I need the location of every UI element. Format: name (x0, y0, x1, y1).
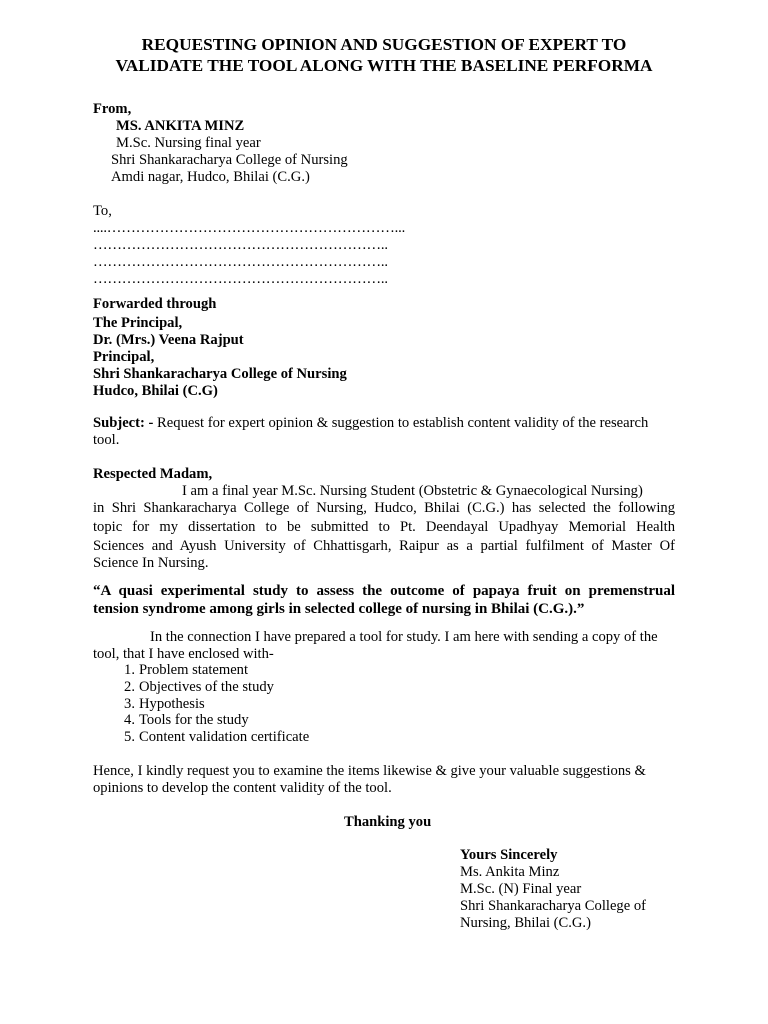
body2-line2: tool, that I have enclosed with- (93, 646, 274, 662)
sender-college: Shri Shankaracharya College of Nursing (111, 152, 348, 168)
salutation: Respected Madam, (93, 466, 213, 482)
list-item-text: Hypothesis (139, 696, 205, 712)
list-item-number: 3. (124, 696, 135, 712)
forwarded-label: Forwarded through (93, 296, 217, 312)
closing-line1: Hence, I kindly request you to examine the items likewise & give your valuable suggestions & (93, 763, 646, 779)
forwarded-designation: Principal, (93, 349, 155, 365)
recipient-blank-line-4: …………………………………………………….. (93, 271, 388, 287)
signatory-name: Ms. Ankita Minz (460, 864, 560, 880)
body1-line2: in Shri Shankaracharya College of Nursing, Hudco, Bhilai (C.G.) has selected the following (93, 500, 675, 516)
recipient-blank-line-2: …………………………………………………….. (93, 237, 388, 253)
closing-line2: opinions to develop the content validity of the tool. (93, 780, 392, 796)
list-item-number: 4. (124, 712, 135, 728)
sender-name: MS. ANKITA MINZ (116, 118, 245, 134)
recipient-blank-line-3: …………………………………………………….. (93, 254, 388, 270)
list-item-text: Problem statement (139, 662, 249, 678)
body1-line3: topic for my dissertation to be submitted to Pt. Deendayal Upadhyay Memorial Health (93, 519, 675, 535)
yours-sincerely: Yours Sincerely (460, 847, 558, 863)
body1-line1: I am a final year M.Sc. Nursing Student (Obstetric & Gynaecological Nursing) (182, 483, 643, 499)
sender-course: M.Sc. Nursing final year (116, 135, 261, 151)
list-item-number: 2. (124, 679, 135, 695)
subject-line (93, 415, 648, 432)
subject-label: Subject: - (93, 415, 154, 431)
list-item-text: Content validation certificate (139, 729, 310, 745)
recipient-blank-line-1: ....……………………………………………………... (93, 220, 406, 236)
forwarded-principal: The Principal, (93, 315, 183, 331)
forwarded-address: Hudco, Bhilai (C.G) (93, 383, 218, 399)
signatory-course: M.Sc. (N) Final year (460, 881, 582, 897)
sender-address: Amdi nagar, Hudco, Bhilai (C.G.) (111, 169, 310, 185)
signatory-college: Shri Shankaracharya College of (460, 898, 647, 914)
list-item-text: Objectives of the study (139, 679, 274, 695)
study-title-line1: “A quasi experimental study to assess the outcome of papaya fruit on premenstrual (93, 583, 675, 599)
from-label: From, (93, 101, 132, 117)
thanks-line: Thanking you (344, 814, 432, 830)
to-label: To, (93, 203, 112, 219)
document-title-line1: REQUESTING OPINION AND SUGGESTION OF EXPERT TO (141, 35, 627, 54)
body1-line4: Sciences and Ayush University of Chhattisgarh, Raipur as a partial fulfilment of Master Of (93, 538, 675, 554)
body2-line1: In the connection I have prepared a tool for study. I am here with sending a copy of the (150, 629, 658, 645)
body1-line5: Science In Nursing. (93, 555, 209, 571)
forwarded-college: Shri Shankaracharya College of Nursing (93, 366, 347, 382)
subject-text-cont: tool. (93, 432, 120, 448)
document-title-line2: VALIDATE THE TOOL ALONG WITH THE BASELINE PERFORMA (115, 56, 653, 75)
study-title-line2: tension syndrome among girls in selected college of nursing in Bhilai (C.G.).” (93, 601, 585, 617)
subject-text: Request for expert opinion & suggestion to establish content validity of the research (153, 415, 649, 431)
list-item-text: Tools for the study (139, 712, 249, 728)
list-item-number: 5. (124, 729, 135, 745)
forwarded-name: Dr. (Mrs.) Veena Rajput (93, 332, 244, 348)
list-item-number: 1. (124, 662, 135, 678)
signatory-location: Nursing, Bhilai (C.G.) (460, 915, 591, 931)
